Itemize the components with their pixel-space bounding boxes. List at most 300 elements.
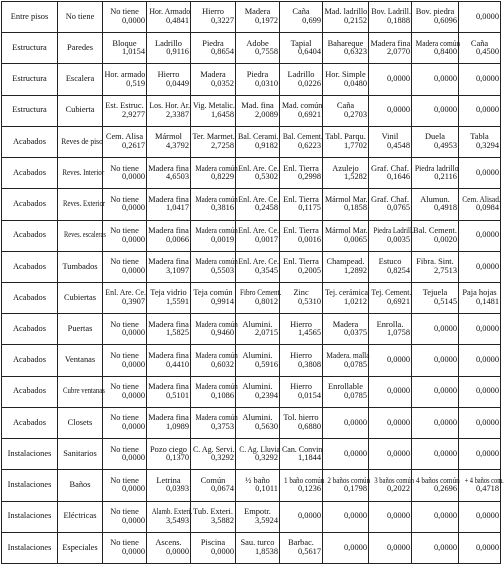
material-label: Bloque	[112, 38, 137, 48]
component-cell	[58, 220, 106, 251]
material-option-cell	[412, 126, 459, 157]
material-option-cell	[280, 314, 323, 345]
material-option-cell	[459, 189, 501, 220]
component-cell	[58, 439, 103, 470]
category-cell	[2, 220, 58, 251]
material-option-cell	[103, 64, 147, 95]
factor-value: 0,3294	[475, 140, 499, 150]
factor-value: 0,3545	[254, 265, 278, 275]
category-cell	[2, 407, 58, 438]
material-label: Sau. turco	[240, 538, 275, 548]
factor-value: 0,0226	[297, 78, 321, 88]
factor-value: 0,0000	[343, 511, 367, 521]
material-label: Hor. Simple	[325, 69, 366, 79]
factor-value: 4,6503	[165, 172, 189, 182]
material-option-cell	[191, 345, 236, 376]
material-option-cell	[280, 220, 323, 251]
factor-value: 1,5591	[165, 297, 189, 307]
factor-value: 0,2022	[386, 484, 410, 494]
factor-value: 0,0000	[121, 546, 145, 556]
material-option-cell	[147, 189, 191, 220]
factor-value: 0,4953	[433, 140, 457, 150]
material-label: ½ baño	[245, 475, 270, 485]
material-label: Mármol Mar.	[324, 225, 368, 235]
factor-value: 0,0017	[254, 234, 278, 244]
factor-value: 1,0989	[165, 421, 189, 431]
row-label: Estructura	[12, 105, 47, 115]
row-label: Closets	[67, 417, 93, 427]
row-label: Cubierta	[65, 105, 95, 115]
factor-value: 0,4410	[165, 359, 189, 369]
material-option-cell	[323, 282, 369, 313]
factor-value: 0,0000	[475, 386, 499, 396]
material-label: No tiene	[110, 506, 139, 516]
factor-value: 0,6223	[297, 140, 321, 150]
factor-value: 0,0000	[121, 265, 145, 275]
factor-value: 0,8400	[433, 47, 457, 57]
category-cell	[2, 189, 58, 220]
material-option-cell	[147, 439, 191, 470]
component-cell	[58, 532, 103, 563]
material-option-cell	[147, 220, 191, 251]
factor-value: 0,1481	[475, 297, 499, 307]
material-option-cell	[103, 33, 147, 64]
category-cell	[2, 501, 58, 532]
material-option-cell	[147, 314, 191, 345]
row-label: Acabados	[12, 261, 47, 271]
material-label: C. Ag. Lluvia	[239, 444, 280, 454]
material-label: No tiene	[110, 475, 139, 485]
material-label: No tiene	[110, 163, 139, 173]
material-label: Enl. Are. Ce.	[238, 257, 279, 267]
category-cell	[2, 126, 58, 157]
material-option-cell	[236, 501, 280, 532]
component-cell	[58, 314, 103, 345]
material-option-cell	[459, 282, 501, 313]
material-label: Tabl. Parqu.	[325, 132, 366, 142]
material-label: No tiene	[110, 350, 139, 360]
material-option-cell	[236, 220, 280, 251]
table-row	[2, 2, 501, 33]
material-option-cell	[147, 33, 191, 64]
row-label: Reves. Exterior	[63, 199, 106, 209]
factor-value: 0,0000	[210, 546, 234, 556]
component-cell	[58, 189, 106, 220]
material-option-cell	[369, 33, 412, 64]
factor-value: 0,6032	[210, 359, 234, 369]
factor-value: 0,1858	[343, 203, 367, 213]
factor-value: 0,9460	[210, 328, 234, 338]
factor-value: 0,0000	[297, 511, 321, 521]
factor-value: 2,0089	[254, 109, 278, 119]
factor-value: 0,0000	[433, 355, 457, 365]
material-option-cell	[236, 376, 280, 407]
factor-value: 0,5617	[297, 546, 321, 556]
material-label: Bahareque	[327, 38, 364, 48]
table-row	[2, 532, 501, 563]
factor-value: 0,4841	[165, 16, 189, 26]
material-option-cell	[459, 33, 501, 64]
category-cell	[2, 2, 58, 33]
material-option-cell	[236, 158, 280, 189]
material-label: Madera común	[195, 413, 238, 423]
material-label: Adobe	[246, 38, 269, 48]
material-option-cell	[236, 439, 280, 470]
factor-value: 1,0154	[121, 47, 145, 57]
material-option-cell	[459, 251, 501, 282]
material-option-cell	[147, 126, 191, 157]
factor-value: 1,7702	[343, 140, 367, 150]
category-cell	[2, 470, 58, 501]
material-label: 4 baños común	[416, 475, 460, 485]
table-row	[2, 189, 501, 220]
material-label: Madera común	[195, 350, 238, 360]
material-label: Bal. Cement.	[282, 132, 323, 142]
material-label: No tiene	[110, 382, 139, 392]
material-option-cell	[412, 220, 459, 251]
factor-value: 0,6921	[297, 109, 321, 119]
category-cell	[2, 33, 58, 64]
factor-value: 0,5302	[254, 172, 278, 182]
factor-value: 0,5916	[254, 359, 278, 369]
category-cell	[2, 95, 58, 126]
factor-value: 0,2116	[434, 172, 457, 182]
material-label: Bov. piedra	[415, 7, 455, 17]
factor-value: 0,6404	[297, 47, 321, 57]
factor-value: 0,0000	[121, 328, 145, 338]
material-option-cell	[369, 189, 412, 220]
factor-value: 0,0000	[386, 74, 410, 84]
material-option-cell	[369, 345, 412, 376]
factor-value: 0,0000	[343, 417, 367, 427]
factor-value: 0,0393	[165, 484, 189, 494]
material-label: Barbac.	[288, 538, 314, 548]
material-option-cell	[369, 2, 412, 33]
factor-value: 1,0758	[386, 328, 410, 338]
factor-value: 0,699	[302, 16, 321, 26]
material-option-cell	[191, 251, 236, 282]
material-label: Paja hojas	[462, 288, 497, 298]
table-body	[2, 2, 504, 564]
material-option-cell	[191, 376, 236, 407]
material-option-cell	[323, 314, 369, 345]
factor-value: 0,5630	[254, 421, 278, 431]
factor-value: 1,2892	[343, 265, 367, 275]
material-option-cell	[147, 470, 191, 501]
material-option-cell	[103, 126, 147, 157]
material-label: Madera común	[195, 194, 238, 204]
factor-value: 0,0019	[210, 234, 234, 244]
factor-value: 0,8229	[210, 172, 234, 182]
component-cell	[58, 126, 103, 157]
factor-value: 0,3292	[210, 453, 234, 463]
factor-value: 0,0065	[343, 234, 367, 244]
factor-value: 0,0000	[121, 421, 145, 431]
row-label: Acabados	[12, 292, 47, 302]
factor-value: 0,1798	[343, 484, 367, 494]
material-option-cell	[323, 2, 369, 33]
factor-value: 0,519	[126, 78, 145, 88]
material-label: Cem. Alisa	[105, 132, 144, 142]
factor-value: 0,2152	[343, 16, 367, 26]
material-label: Madera común	[415, 38, 461, 48]
material-label: Piedra Ladrill.	[373, 225, 414, 235]
material-option-cell	[280, 376, 323, 407]
material-label: Est. Estruc.	[105, 101, 144, 111]
factor-value: 0,0000	[386, 386, 410, 396]
factor-value: 0,0066	[165, 234, 189, 244]
material-option-cell	[323, 407, 369, 438]
factor-value: 0,0000	[433, 74, 457, 84]
factor-value: 0,0000	[475, 511, 499, 521]
material-label: Hierro	[157, 69, 180, 79]
material-label: No tiene	[110, 413, 139, 423]
material-option-cell	[459, 220, 501, 251]
material-option-cell	[323, 189, 369, 220]
material-option-cell	[191, 126, 236, 157]
row-label: Cubiertas	[63, 292, 97, 302]
material-label: Enrolla.	[376, 319, 404, 329]
factor-value: 3,5882	[210, 515, 234, 525]
material-label: Estuco	[378, 257, 402, 267]
category-cell	[2, 439, 58, 470]
material-option-cell	[103, 532, 147, 563]
material-option-cell	[280, 189, 323, 220]
factor-value: 0,0000	[343, 542, 367, 552]
material-option-cell	[236, 282, 280, 313]
factor-value: 0,0000	[121, 203, 145, 213]
material-option-cell	[459, 376, 501, 407]
factor-value: 0,3753	[210, 421, 234, 431]
material-label: Letrina	[156, 475, 181, 485]
factor-value: 0,8254	[386, 265, 410, 275]
factor-value: 0,6880	[297, 421, 321, 431]
material-label: Madera común	[195, 163, 238, 173]
factor-value: 1,1844	[297, 453, 321, 463]
factor-value: 0,0000	[475, 448, 499, 458]
material-label: Madera fina	[370, 38, 411, 48]
factor-value: 0,2696	[433, 484, 457, 494]
material-option-cell	[191, 220, 236, 251]
material-option-cell	[103, 314, 147, 345]
material-label: Mad. fina	[241, 101, 274, 111]
factor-value: 0,4548	[386, 140, 410, 150]
material-option-cell	[280, 345, 323, 376]
material-option-cell	[147, 282, 191, 313]
material-label: Enl. Are. Ce.	[238, 225, 279, 235]
table-row	[2, 95, 501, 126]
material-option-cell	[280, 64, 323, 95]
material-label: Fibra. Sint.	[416, 257, 454, 267]
material-label: Ladrillo	[155, 38, 182, 48]
material-option-cell	[369, 220, 412, 251]
material-option-cell	[147, 501, 191, 532]
material-label: No tiene	[110, 225, 139, 235]
material-label: Hierro	[290, 350, 312, 360]
row-label: Tumbados	[62, 261, 98, 271]
material-label: Zinc	[293, 288, 309, 298]
material-option-cell	[236, 407, 280, 438]
material-label: Alumini.	[242, 319, 273, 329]
material-label: Hierro	[290, 319, 312, 329]
factor-value: 0,0000	[165, 546, 189, 556]
material-option-cell	[323, 95, 369, 126]
material-option-cell	[147, 2, 191, 33]
material-option-cell	[236, 64, 280, 95]
material-label: Hierro	[202, 7, 224, 17]
factor-value: 0,4500	[475, 47, 499, 57]
material-option-cell	[191, 314, 236, 345]
material-option-cell	[236, 126, 280, 157]
material-option-cell	[147, 407, 191, 438]
material-label: Madera fina	[148, 319, 189, 329]
material-option-cell	[412, 2, 459, 33]
material-label: Enl. Tierra	[283, 194, 319, 204]
table-row	[2, 376, 501, 407]
category-cell	[2, 251, 58, 282]
factor-value: 0,0000	[386, 417, 410, 427]
row-label: Especiales	[62, 542, 98, 552]
material-option-cell	[191, 95, 236, 126]
table-row	[2, 314, 501, 345]
row-label: Puertas	[67, 323, 93, 333]
material-label: Enl. Tierra	[283, 225, 319, 235]
factor-value: 0,1646	[386, 172, 410, 182]
material-label: Madera común	[195, 382, 238, 392]
factor-value: 0,5145	[433, 297, 457, 307]
factor-value: 0,0000	[475, 167, 499, 177]
factor-value: 0,0000	[433, 386, 457, 396]
material-label: Piscina	[200, 538, 226, 548]
row-label: Acabados	[12, 355, 47, 365]
material-label: Azulejo	[332, 163, 359, 173]
factor-value: 0,0000	[433, 105, 457, 115]
material-label: Enl. Are. Ce.	[105, 288, 146, 298]
material-option-cell	[323, 532, 369, 563]
row-label: Acabados	[12, 417, 47, 427]
table-row	[2, 220, 501, 251]
material-option-cell	[147, 532, 191, 563]
factor-value: 0,0000	[386, 105, 410, 115]
factor-value: 0,8654	[210, 47, 234, 57]
material-option-cell	[323, 220, 369, 251]
material-label: Madera común	[195, 225, 238, 235]
material-option-cell	[191, 532, 236, 563]
material-label: 3 baños común	[374, 475, 415, 485]
material-option-cell	[280, 407, 323, 438]
material-label: Hor. armado	[104, 69, 146, 79]
factor-value: 0,0016	[297, 234, 321, 244]
material-option-cell	[147, 64, 191, 95]
row-label: Acabados	[12, 199, 47, 209]
material-option-cell	[323, 33, 369, 64]
material-label: Madera fina	[148, 194, 189, 204]
factor-value: 1,4565	[297, 328, 321, 338]
material-option-cell	[459, 470, 504, 501]
factor-value: 0,0000	[121, 453, 145, 463]
material-label: No tiene	[110, 538, 139, 548]
material-label: 1 baño común	[283, 475, 325, 485]
factor-value: 2,7258	[210, 140, 234, 150]
material-option-cell	[103, 189, 147, 220]
material-option-cell	[459, 158, 501, 189]
material-label: Caña	[292, 7, 310, 17]
factor-value: 0,5503	[210, 265, 234, 275]
material-option-cell	[459, 439, 501, 470]
material-option-cell	[280, 501, 323, 532]
row-label: Entre pisos	[10, 11, 49, 21]
row-label: Instalaciones	[7, 480, 52, 490]
factor-value: 0,0000	[475, 11, 499, 21]
material-option-cell	[412, 501, 459, 532]
material-option-cell	[323, 158, 369, 189]
row-label: Cubre ventanas	[63, 386, 105, 396]
material-option-cell	[459, 95, 501, 126]
factor-value: 0,0310	[254, 78, 278, 88]
material-label: Vinil	[381, 132, 399, 142]
material-label: Madera	[244, 7, 271, 17]
material-option-cell	[412, 95, 459, 126]
material-option-cell	[103, 95, 147, 126]
material-option-cell	[323, 64, 369, 95]
factor-value: 0,7558	[254, 47, 278, 57]
table-row	[2, 126, 501, 157]
factor-value: 0,0000	[433, 542, 457, 552]
material-option-cell	[280, 33, 323, 64]
material-option-cell	[412, 189, 459, 220]
factor-value: 0,0000	[433, 511, 457, 521]
material-label: Piedra	[246, 69, 269, 79]
row-label: No tiene	[65, 11, 95, 21]
factor-value: 0,0000	[475, 230, 499, 240]
component-cell	[58, 282, 103, 313]
material-option-cell	[147, 376, 191, 407]
category-cell	[2, 64, 58, 95]
factor-value: 0,0765	[386, 203, 410, 213]
material-label: Bal. Cement.	[413, 225, 457, 235]
material-option-cell	[369, 470, 415, 501]
material-label: No tiene	[110, 319, 139, 329]
material-option-cell	[103, 158, 147, 189]
material-label: Duela	[425, 132, 445, 142]
material-option-cell	[412, 470, 459, 501]
material-option-cell	[280, 2, 323, 33]
material-option-cell	[236, 314, 280, 345]
material-label: Alumini.	[242, 413, 273, 423]
factor-value: 0,0000	[433, 323, 457, 333]
factor-value: 0,9116	[166, 47, 189, 57]
table-row	[2, 251, 501, 282]
factor-value: 0,1175	[298, 203, 321, 213]
row-label: Reves de piso	[61, 136, 103, 146]
category-cell	[2, 282, 58, 313]
material-option-cell	[103, 2, 147, 33]
factor-value: 0,1086	[210, 390, 234, 400]
material-option-cell	[459, 501, 501, 532]
material-option-cell	[323, 345, 369, 376]
component-cell	[58, 64, 103, 95]
material-option-cell	[280, 95, 323, 126]
material-option-cell	[412, 314, 459, 345]
table-row	[2, 33, 501, 64]
category-cell	[2, 532, 58, 563]
table-row	[2, 64, 501, 95]
row-label: Acabados	[12, 386, 47, 396]
factor-value: 0,3292	[254, 453, 278, 463]
factor-value: 3,1097	[165, 265, 189, 275]
material-option-cell	[459, 126, 501, 157]
material-label: No tiene	[110, 194, 139, 204]
